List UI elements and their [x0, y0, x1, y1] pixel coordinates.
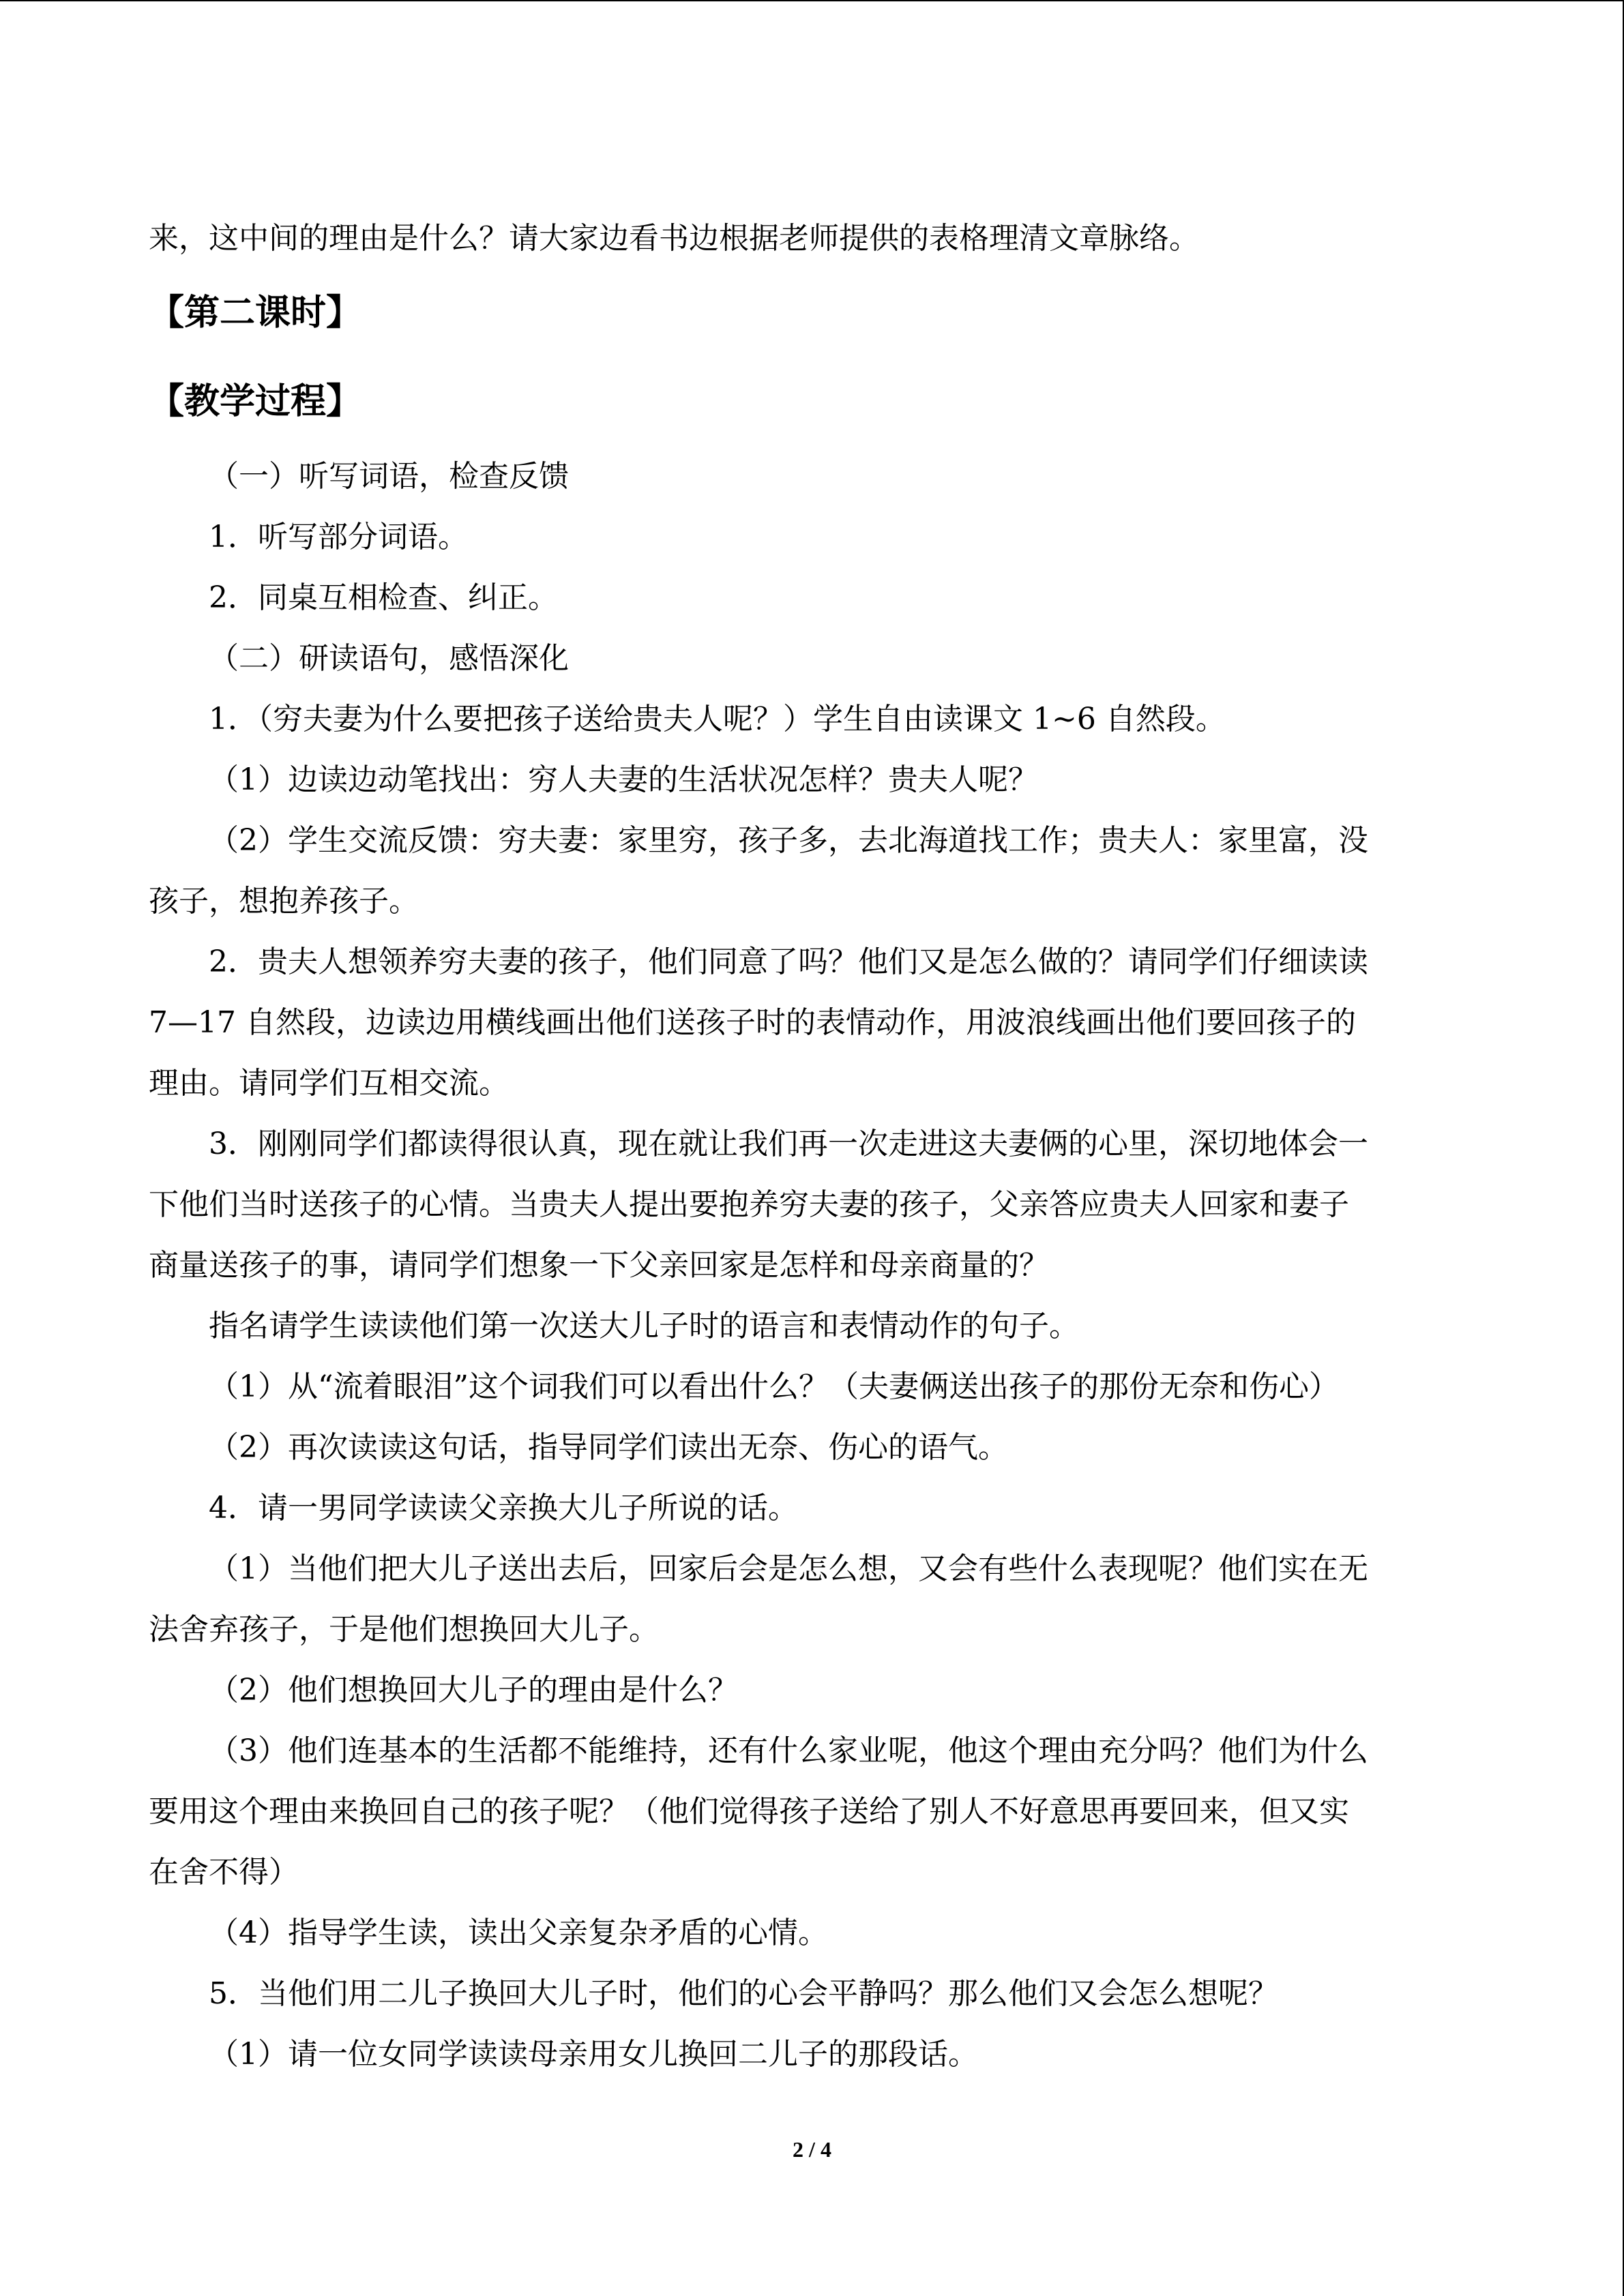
- paragraph-line: （4）指导学生读，读出父亲复杂矛盾的心情。: [209, 1915, 828, 1950]
- paragraph-line: 要用这个理由来换回自己的孩子呢？（他们觉得孩子送给了别人不好意思再要回来，但又实: [149, 1794, 1349, 1829]
- document-body: [149, 208, 1475, 2085]
- paragraph-line: 5．当他们用二儿子换回大儿子时，他们的心会平静吗？那么他们又会怎么想呢？: [209, 1976, 1278, 2011]
- paragraph-line: （1）从“流着眼泪”这个词我们可以看出什么？（夫妻俩送出孩子的那份无奈和伤心）: [209, 1369, 1339, 1404]
- paragraph-line: （3）他们连基本的生活都不能维持，还有什么家业呢，他这个理由充分吗？他们为什么: [209, 1733, 1368, 1768]
- page-number: 2 / 4: [793, 2137, 831, 2162]
- paragraph-line: 理由。请同学们互相交流。: [149, 1066, 509, 1101]
- section-heading: 【第二课时】: [149, 293, 362, 333]
- paragraph-line: （1）请一位女同学读读母亲用女儿换回二儿子的那段话。: [209, 2037, 978, 2072]
- paragraph-line: （1）边读边动笔找出：穷人夫妻的生活状况怎样？贵夫人呢？: [209, 762, 1038, 797]
- paragraph-line: 1．听写部分词语。: [209, 520, 468, 554]
- paragraph-line: 法舍弃孩子，于是他们想换回大儿子。: [149, 1612, 659, 1647]
- paragraph-line: 下他们当时送孩子的心情。当贵夫人提出要抱养穷夫妻的孩子，父亲答应贵夫人回家和妻子: [149, 1187, 1349, 1222]
- paragraph-line: 指名请学生读读他们第一次送大儿子时的语言和表情动作的句子。: [209, 1309, 1079, 1343]
- paragraph-line: （2）他们想换回大儿子的理由是什么？: [209, 1673, 738, 1708]
- paragraph-line: 7—17 自然段，边读边用横线画出他们送孩子时的表情动作，用波浪线画出他们要回孩子的: [149, 1005, 1356, 1040]
- paragraph-line: 1．（穷夫妻为什么要把孩子送给贵夫人呢？）学生自由读课文 1~6 自然段。: [209, 702, 1226, 736]
- paragraph-line: 来，这中间的理由是什么？请大家边看书边根据老师提供的表格理清文章脉络。: [149, 221, 1199, 256]
- paragraph-line: 3．刚刚同学们都读得很认真，现在就让我们再一次走进这夫妻俩的心里，深切地体会一: [209, 1127, 1368, 1161]
- paragraph-line: 2．贵夫人想领养穷夫妻的孩子，他们同意了吗？他们又是怎么做的？请同学们仔细读读: [209, 944, 1368, 979]
- paragraph-line: （一）听写词语，检查反馈: [209, 459, 569, 494]
- paragraph-line: （2）学生交流反馈：穷夫妻：家里穷，孩子多，去北海道找工作；贵夫人：家里富，没: [209, 823, 1368, 858]
- paragraph-line: （1）当他们把大儿子送出去后，回家后会是怎么想，又会有些什么表现呢？他们实在无: [209, 1551, 1368, 1586]
- paragraph-line: （2）再次读读这句话，指导同学们读出无奈、伤心的语气。: [209, 1430, 1008, 1465]
- paragraph-line: 在舍不得）: [149, 1855, 299, 1890]
- paragraph-line: （二）研读语句，感悟深化: [209, 641, 569, 676]
- paragraph-line: 2．同桌互相检查、纠正。: [209, 580, 558, 615]
- section-heading: 【教学过程】: [149, 381, 362, 422]
- paragraph-line: 商量送孩子的事，请同学们想象一下父亲回家是怎样和母亲商量的？: [149, 1248, 1049, 1283]
- paragraph-line: 4．请一男同学读读父亲换大儿子所说的话。: [209, 1491, 798, 1525]
- paragraph-line: 孩子，想抱养孩子。: [149, 884, 419, 919]
